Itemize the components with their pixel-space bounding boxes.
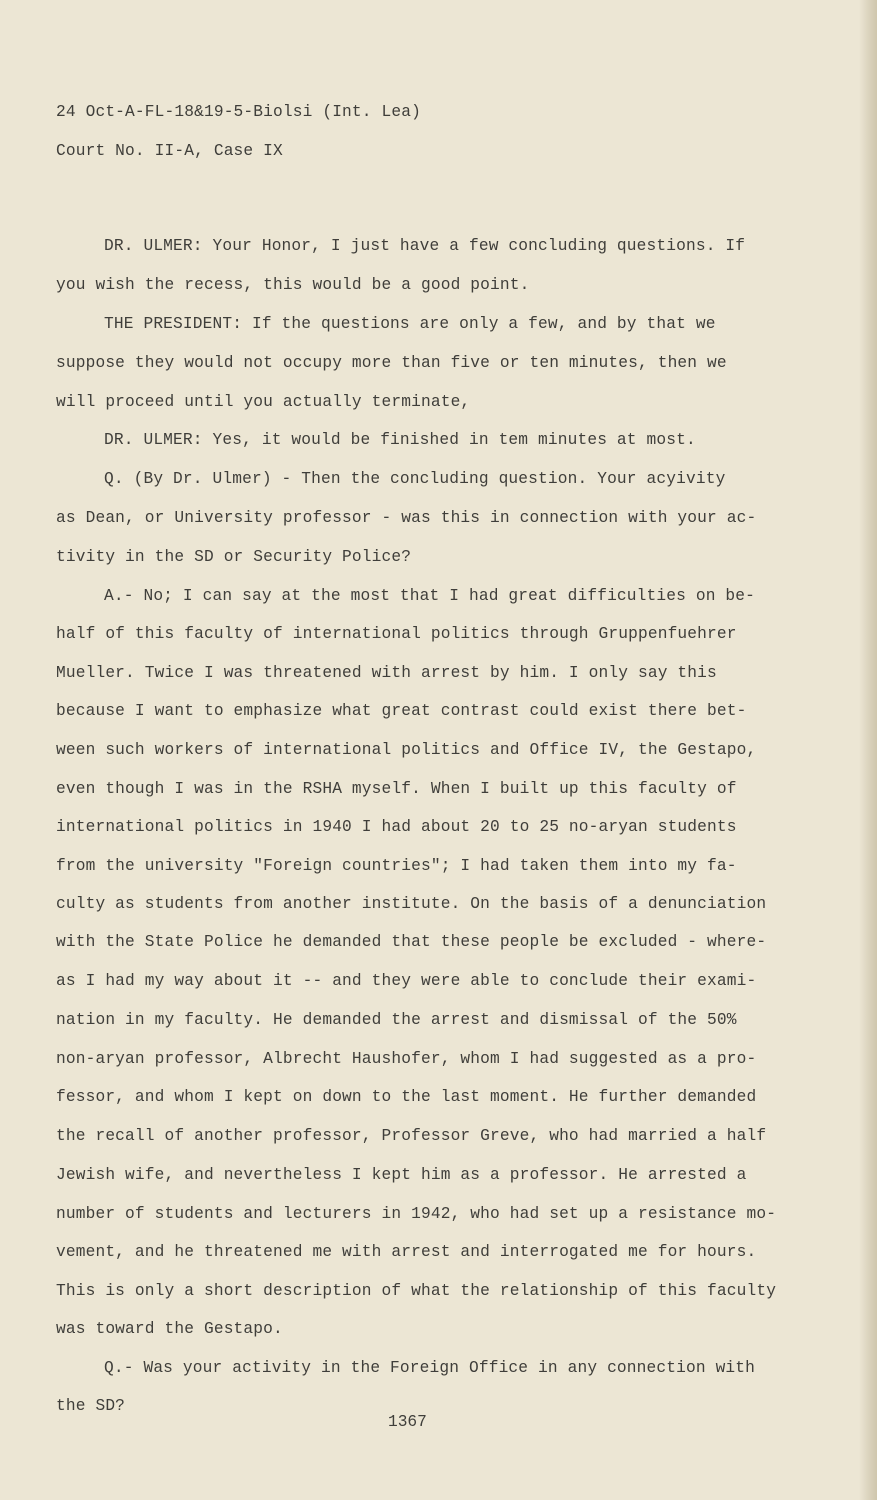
document-reference: 24 Oct-A-FL-18&19-5-Biolsi (Int. Lea) — [56, 103, 421, 121]
transcript-line: the recall of another professor, Professor Greve, who had married a half — [56, 1127, 767, 1145]
transcript-line: because I want to emphasize what great contrast could exist there bet- — [56, 702, 747, 720]
transcript-line: you wish the recess, this would be a good point. — [56, 276, 530, 294]
transcript-line: as Dean, or University professor - was this in connection with your ac- — [56, 509, 757, 527]
transcript-line: ween such workers of international politics and Office IV, the Gestapo, — [56, 741, 757, 759]
transcript-line: as I had my way about it -- and they were able to conclude their exami- — [56, 972, 757, 990]
transcript-line: will proceed until you actually terminate, — [56, 393, 471, 411]
page-edge — [859, 0, 877, 1500]
transcript-line: THE PRESIDENT: If the questions are only a few, and by that we — [104, 315, 716, 333]
transcript-line: vement, and he threatened me with arrest and interrogated me for hours. — [56, 1243, 757, 1261]
page-number: 1367 — [388, 1413, 427, 1431]
transcript-line: number of students and lecturers in 1942, who had set up a resistance mo- — [56, 1205, 777, 1223]
transcript-line: non-aryan professor, Albrecht Haushofer, whom I had suggested as a pro- — [56, 1050, 757, 1068]
transcript-line: with the State Police he demanded that these people be excluded - where- — [56, 933, 767, 951]
transcript-line: the SD? — [56, 1397, 126, 1415]
transcript-line: even though I was in the RSHA myself. When I built up this faculty of — [56, 780, 737, 798]
court-case-line: Court No. II-A, Case IX — [56, 142, 283, 160]
transcript-line: international politics in 1940 I had about 20 to 25 no-aryan students — [56, 818, 737, 836]
transcript-line: nation in my faculty. He demanded the arrest and dismissal of the 50% — [56, 1011, 737, 1029]
transcript-line: DR. ULMER: Your Honor, I just have a few concluding questions. If — [104, 237, 746, 255]
transcript-line: DR. ULMER: Yes, it would be finished in tem minutes at most. — [104, 431, 696, 449]
transcript-line: Q. (By Dr. Ulmer) - Then the concluding question. Your acyivity — [104, 470, 726, 488]
transcript-line: A.- No; I can say at the most that I had great difficulties on be- — [104, 587, 756, 605]
transcript-line: tivity in the SD or Security Police? — [56, 548, 412, 566]
transcript-line: Mueller. Twice I was threatened with arrest by him. I only say this — [56, 664, 717, 682]
transcript-line: from the university "Foreign countries"; I had taken them into my fa- — [56, 857, 737, 875]
transcript-line: This is only a short description of what the relationship of this faculty — [56, 1282, 777, 1300]
transcript-line: culty as students from another institute. On the basis of a denunciation — [56, 895, 767, 913]
transcript-line: suppose they would not occupy more than five or ten minutes, then we — [56, 354, 727, 372]
transcript-line: Q.- Was your activity in the Foreign Office in any connection with — [104, 1359, 756, 1377]
transcript-line: was toward the Gestapo. — [56, 1320, 283, 1338]
transcript-line: half of this faculty of international politics through Gruppenfuehrer — [56, 625, 737, 643]
transcript-line: fessor, and whom I kept on down to the last moment. He further demanded — [56, 1088, 757, 1106]
transcript-line: Jewish wife, and nevertheless I kept him as a professor. He arrested a — [56, 1166, 747, 1184]
